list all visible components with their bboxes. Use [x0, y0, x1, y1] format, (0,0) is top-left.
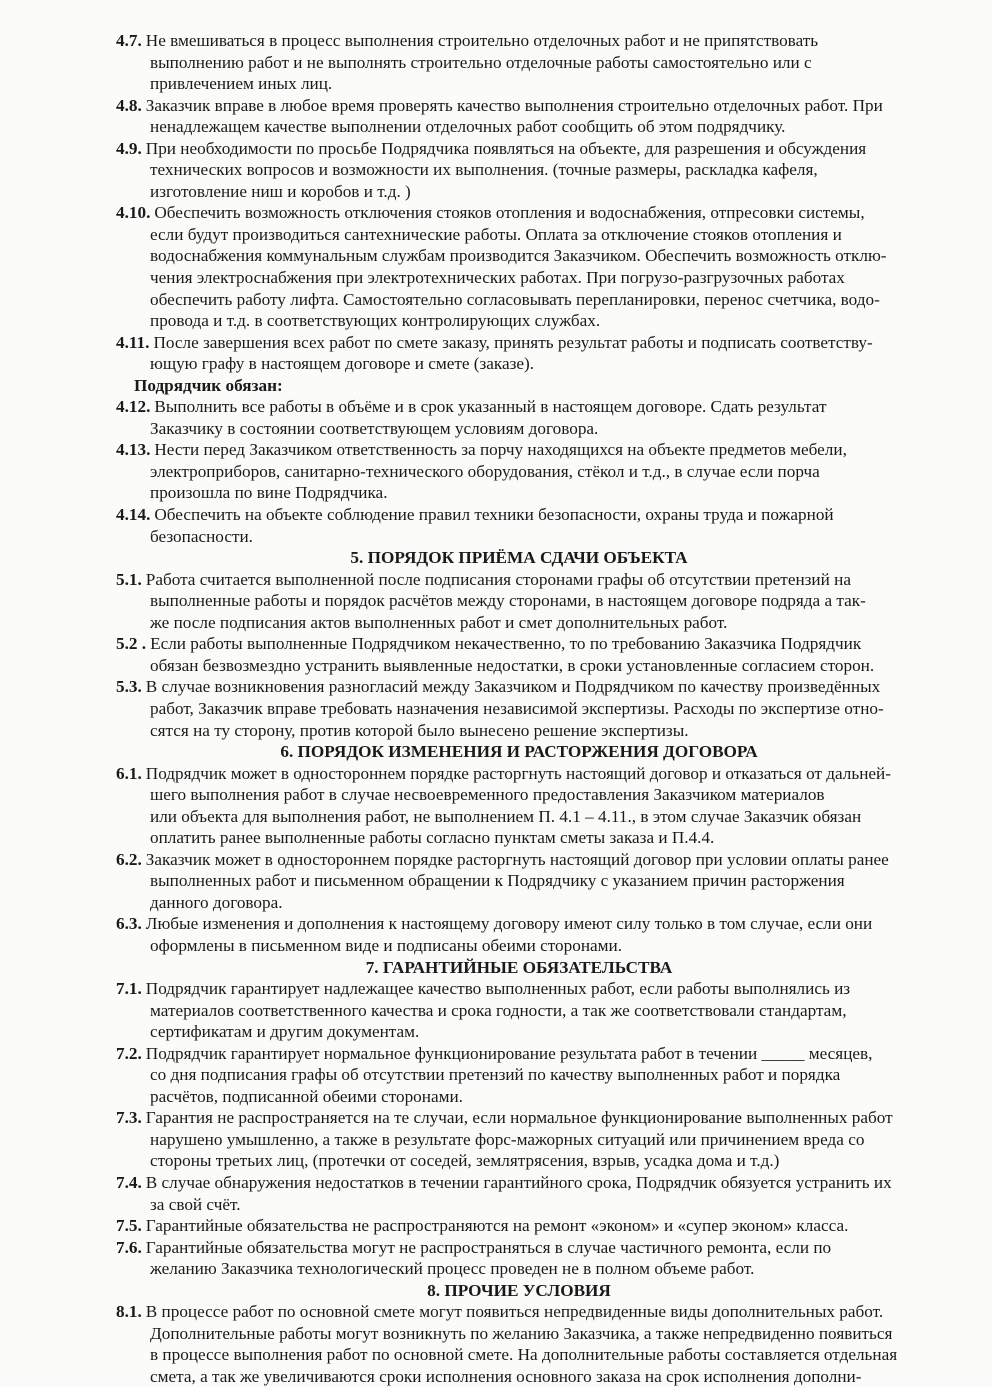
clause [116, 1043, 922, 1108]
clause-text-line: за свой счёт. [150, 1194, 241, 1214]
clause-text-line: или объекта для выполнения работ, не выполнением П. 4.1 – 4.11., в этом случае Заказчик обязан [150, 806, 862, 826]
clause-text-line: чения электроснабжения при электротехнических работах. При погрузо-разгрузочных работах [150, 268, 845, 288]
clause-text-line: расчётов, подписанной обеими сторонами. [150, 1086, 463, 1106]
clause-text-line: Обеспечить на объекте соблюдение правил техники безопасности, охраны труда и пожарной [154, 505, 834, 525]
clause-text-line: данного договора. [150, 892, 283, 912]
clause-text-line: Заказчик вправе в любое время проверять качество выполнения строительно отделочных работ. При [145, 95, 883, 115]
clause-number: 7.5. [116, 1216, 142, 1236]
clause-text-line: Обеспечить возможность отключения стояков отопления и водоснабжения, отпресовки системы, [154, 203, 865, 223]
clause-text-line: выполнению работ и не выполнять строительно отделочные работы самостоятельно или с [150, 52, 812, 72]
clause-text-line: Не вмешиваться в процесс выполнения строительно отделочных работ и не припятствовать [145, 31, 819, 50]
clause-text-line: провода и т.д. в соответствующих контролирующих службах. [150, 311, 601, 331]
section-7-clauses [116, 978, 922, 1280]
clause [116, 439, 922, 504]
clause [116, 763, 922, 849]
clause [116, 504, 922, 547]
clause-text-line: оплатить ранее выполненные работы согласно пунктам сметы заказа и П.4.4. [150, 828, 715, 848]
clause-number: 4.8. [116, 95, 142, 115]
clause-text-line: ющую графу в настоящем договоре и смете (заказе). [150, 354, 535, 374]
clause-text-line: обязан безвозмездно устранить выявленные недостатки, в сроки установленные согласием сторон. [150, 655, 875, 675]
clause-text-line: Дополнительные работы могут возникнуть по желанию Заказчика, а также непредвиденно появиться [150, 1323, 893, 1343]
clause-text-line: технических вопросов и возможности их выполнения. (точные размеры, раскладка кафеля, [150, 160, 818, 180]
clause-text-line: выполненные работы и порядок расчётов между сторонами, в настоящем договоре подряда а так- [150, 591, 866, 611]
clause-number: 6.3. [116, 914, 142, 934]
clause-text-line: В случае возникновения разногласий между Заказчиком и Подрядчиком по качеству произведённых [145, 677, 881, 697]
clause-text-line: материалов соответственного качества и срока годности, а так же соответствовали стандартам, [150, 1000, 847, 1020]
clause-text-line: в процессе выполнения работ по основной смете. На дополнительные работы составляется отдельная [150, 1345, 898, 1365]
clause [116, 978, 922, 1043]
clause-number: 6.1. [116, 763, 142, 783]
clause-number: 4.9. [116, 138, 142, 158]
clause-number: 4.14. [116, 505, 151, 525]
clause-number: 5.3. [116, 677, 142, 697]
clause [116, 332, 922, 375]
clause-number: 4.10. [116, 203, 151, 223]
clause-number: 7.2. [116, 1043, 142, 1063]
clause-group-4-customer [116, 30, 922, 375]
clause-number: 7.4. [116, 1172, 142, 1192]
section-8-title: 8. ПРОЧИЕ УСЛОВИЯ [427, 1280, 611, 1300]
clause-text-line: выполненных работ и письменном обращении к Подрядчику с указанием причин расторжения [150, 871, 845, 891]
clause-text-line: изготовление ниш и коробов и т.д. ) [150, 181, 411, 201]
clause-text-line: смета, а так же увеличиваются сроки исполнения основного заказа на срок исполнения дополни- [150, 1366, 862, 1386]
clause-text-line: После завершения всех работ по смете заказу, принять результат работы и подписать соответству- [153, 332, 873, 352]
clause [116, 30, 922, 95]
clause [116, 1172, 922, 1215]
section-6-title: 6. ПОРЯДОК ИЗМЕНЕНИЯ И РАСТОРЖЕНИЯ ДОГОВОРА [280, 742, 758, 762]
clause-number: 7.6. [116, 1237, 142, 1257]
clause-text-line: Работа считается выполненной после подписания сторонами графы об отсутствии претензий на [145, 569, 851, 589]
clause-text-line: Гарантийные обязательства могут не распространяться в случае частичного ремонта, если по [145, 1237, 832, 1257]
clause-number: 4.7. [116, 31, 142, 50]
clause-text-line: Нести перед Заказчиком ответственность за порчу находящихся на объекте предметов мебели, [154, 440, 847, 460]
clause-text-line: В случае обнаружения недостатков в течении гарантийного срока, Подрядчик обязуется устранить их [145, 1172, 892, 1192]
clause-text-line: обеспечить работу лифта. Самостоятельно согласовывать перепланировки, перенос счетчика, водо- [150, 289, 880, 309]
clause [116, 569, 922, 634]
clause [116, 1301, 922, 1387]
clause-text-line: Выполнить все работы в объёме и в срок указанный в настоящем договоре. Сдать результат [154, 397, 827, 417]
clause-text-line: сертификатам и другим документам. [150, 1022, 420, 1042]
clause [116, 1107, 922, 1172]
clause-text-line: стороны третьих лиц, (протечки от соседей, землятрясения, взрыв, усадка дома и т.д.) [150, 1151, 780, 1171]
clause-number: 5.1. [116, 569, 142, 589]
clause-text-line: произошла по вине Подрядчика. [150, 483, 388, 503]
clause [116, 1215, 922, 1237]
clause-text-line: шего выполнения работ в случае несвоевременного предоставления Заказчиком материалов [150, 785, 825, 805]
clause-number: 8.1. [116, 1302, 142, 1322]
clause-group-4-contractor [116, 396, 922, 547]
clause [116, 849, 922, 914]
clause-text-line: же после подписания актов выполненных работ и смет дополнительных работ. [150, 612, 728, 632]
clause-number: 4.13. [116, 440, 151, 460]
clause [116, 676, 922, 741]
clause-number: 4.11. [116, 332, 150, 352]
section-7-title: 7. ГАРАНТИЙНЫЕ ОБЯЗАТЕЛЬСТВА [365, 957, 673, 977]
clause-text-line: Если работы выполненные Подрядчиком некачественно, то по требованию Заказчика Подрядчик [150, 634, 862, 654]
clause-number: 5.2 . [116, 634, 147, 654]
clause-text-line: водоснабжения коммунальным службам производится Заказчиком. Обеспечить возможность отклю- [150, 246, 887, 266]
clause-text-line: Подрядчик гарантирует надлежащее качество выполненных работ, если работы выполнялись из [145, 979, 851, 999]
clause-text-line: Гарантийные обязательства не распространяются на ремонт «эконом» и «супер эконом» класса. [145, 1216, 849, 1236]
clause-text-line: нарушено умышленно, а также в результате форс-мажорных ситуаций или причинением вреда со [150, 1129, 865, 1149]
section-6-clauses [116, 763, 922, 957]
clause-text-line: Гарантия не распространяется на те случаи, если нормальное функционирование выполненных работ [145, 1108, 893, 1128]
clause-text-line: работ, Заказчик вправе требовать назначения независимой экспертизы. Расходы по экспертизе отно- [150, 698, 884, 718]
clause [116, 913, 922, 956]
clause-text-line: желанию Заказчика технологический процесс проведен не в полном объеме работ. [150, 1259, 755, 1279]
clause-number: 7.3. [116, 1108, 142, 1128]
clause-text-line: При необходимости по просьбе Подрядчика появляться на объекте, для разрешения и обсуждения [145, 138, 867, 158]
contractor-obligations-heading: Подрядчик обязан: [134, 375, 283, 395]
clause [116, 1237, 922, 1280]
clause-text-line: Любые изменения и дополнения к настоящему договору имеют силу только в том случае, если они [145, 914, 873, 934]
clause-text-line: со дня подписания графы об отсутствии претензий по качеству выполненных работ и порядка [150, 1065, 841, 1085]
clause-text-line: привлечением иных лиц. [150, 74, 333, 94]
clause-number: 4.12. [116, 397, 151, 417]
clause [116, 633, 922, 676]
clause [116, 202, 922, 331]
clause-number: 7.1. [116, 979, 142, 999]
clause [116, 396, 922, 439]
clause-text-line: если будут производиться сантехнические работы. Оплата за отключение стояков отопления и [150, 224, 842, 244]
clause-text-line: Подрядчик гарантирует нормальное функционирование результата работ в течении _____ месяцев, [145, 1043, 873, 1063]
clause-text-line: ненадлежащем качестве выполнении отделочных работ сообщить об этом подрядчику. [150, 117, 786, 137]
section-8-clauses [116, 1301, 922, 1387]
clause-text-line: электроприборов, санитарно-технического оборудования, стёкол и т.д., в случае если порча [150, 461, 820, 481]
clause-text-line: оформлены в письменном виде и подписаны обеими сторонами. [150, 935, 623, 955]
clause-text-line: Подрядчик может в одностороннем порядке расторгнуть настоящий договор и отказаться от дальней- [145, 763, 891, 783]
clause-text-line: Заказчик может в одностороннем порядке расторгнуть настоящий договор при условии оплаты ранее [145, 849, 889, 869]
clause [116, 138, 922, 203]
section-5-title: 5. ПОРЯДОК ПРИЁМА СДАЧИ ОБЪЕКТА [350, 548, 688, 568]
clause-number: 6.2. [116, 849, 142, 869]
clause [116, 95, 922, 138]
clause-text-line: сятся на ту сторону, против которой было вынесено решение экспертизы. [150, 720, 689, 740]
clause-text-line: В процессе работ по основной смете могут появиться непредвиденные виды дополнительных работ. [145, 1302, 884, 1322]
section-5-clauses [116, 569, 922, 741]
clause-text-line: безопасности. [150, 526, 253, 546]
clause-text-line: Заказчику в состоянии соответствующем условиям договора. [150, 418, 599, 438]
